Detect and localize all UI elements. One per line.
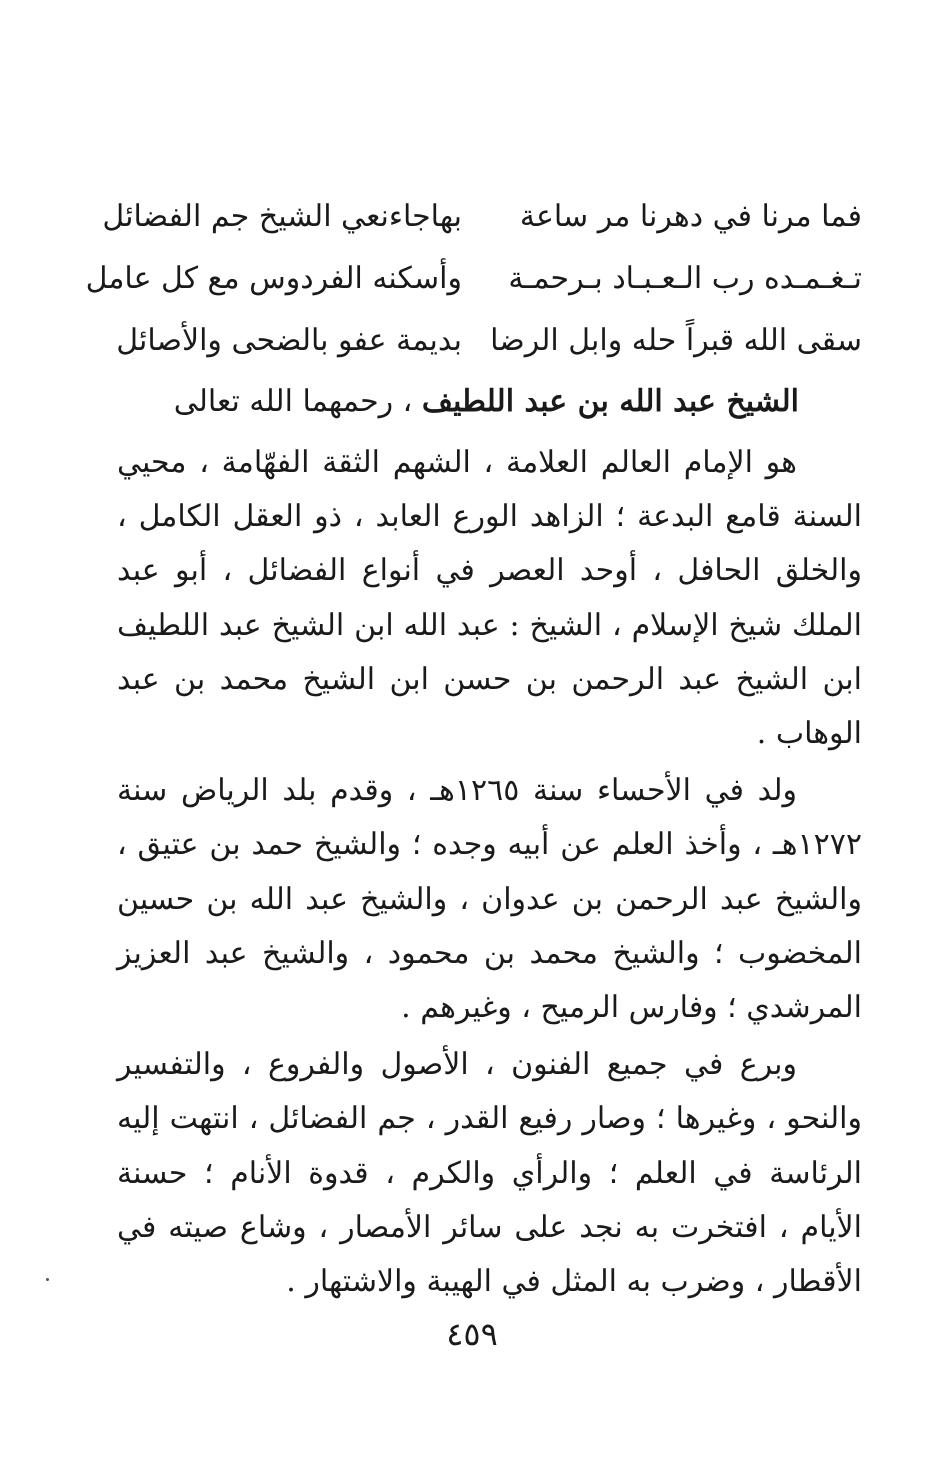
heading-name: الشيخ عبد الله بن عبد اللطيف — [421, 384, 799, 419]
verse-second-hemistich: بهاجاءنعي الشيخ جم الفضائل — [102, 198, 462, 234]
verse-second-hemistich: بديمة عفو بالضحى والأصائل — [116, 322, 462, 358]
paragraph: وبرع في جميع الفنون ، الأصول والفروع ، والتفسير والنحو ، وغيرها ؛ وصار رفيع القدر ، جم الفضائل ، انتهت إليه الرئاسة في العلم ؛ والرأي والكرم ، قدوة الأنام ؛ حسنة الأيام ، افتخرت به نجد على سائر الأمصار ، وشاع صيته في الأقطار ، وضرب به المثل في الهيبة والاشتهار . — [117, 1047, 862, 1300]
verse-line — [85, 247, 862, 309]
paragraph: ولد في الأحساء سنة ١٢٦٥هـ ، وقدم بلد الرياض سنة ١٢٧٢هـ ، وأخذ العلم عن أبيه وجده ؛ والشيخ حمد بن عتيق ، والشيخ عبد الرحمن بن عدوان ، والشيخ عبد الله بن حسين المخضوب ؛ والشيخ محمد بن محمود ، والشيخ عبد العزيز المرشدي ؛ وفارس الرميح ، وغيرهم . — [117, 773, 862, 1026]
verse-first-hemistich: تـغـمـده رب الـعـبـاد بـرحمـة — [508, 260, 862, 296]
page-number: ٤٥٩ — [446, 1315, 498, 1353]
section-heading — [174, 384, 799, 419]
verse-first-hemistich: فما مرنا في دهرنا مر ساعة — [519, 198, 862, 234]
verse-line — [117, 309, 862, 371]
verse-second-hemistich: وأسكنه الفردوس مع كل عامل — [85, 260, 462, 296]
heading-suffix: ، رحمهما الله تعالى — [173, 384, 413, 419]
paragraph: هو الإمام العالم العلامة ، الشهم الثقة الفهّامة ، محيي السنة قامع البدعة ؛ الزاهد الورع العابد ، ذو العقل الكامل ، والخلق الحافل ، أوحد العصر في أنواع الفضائل ، أبو عبد الملك شيخ الإسلام ، الشيخ : عبد الله ابن الشيخ عبد اللطيف ابن الشيخ عبد الرحمن بن حسن ابن الشيخ محمد بن عبد الوهاب . — [117, 445, 862, 752]
poem-verses — [85, 185, 862, 371]
scan-speck — [46, 1278, 49, 1281]
verse-line — [102, 185, 862, 247]
body-text — [117, 436, 862, 1312]
verse-first-hemistich: سقى الله قبراً حله وابل الرضا — [490, 322, 862, 358]
